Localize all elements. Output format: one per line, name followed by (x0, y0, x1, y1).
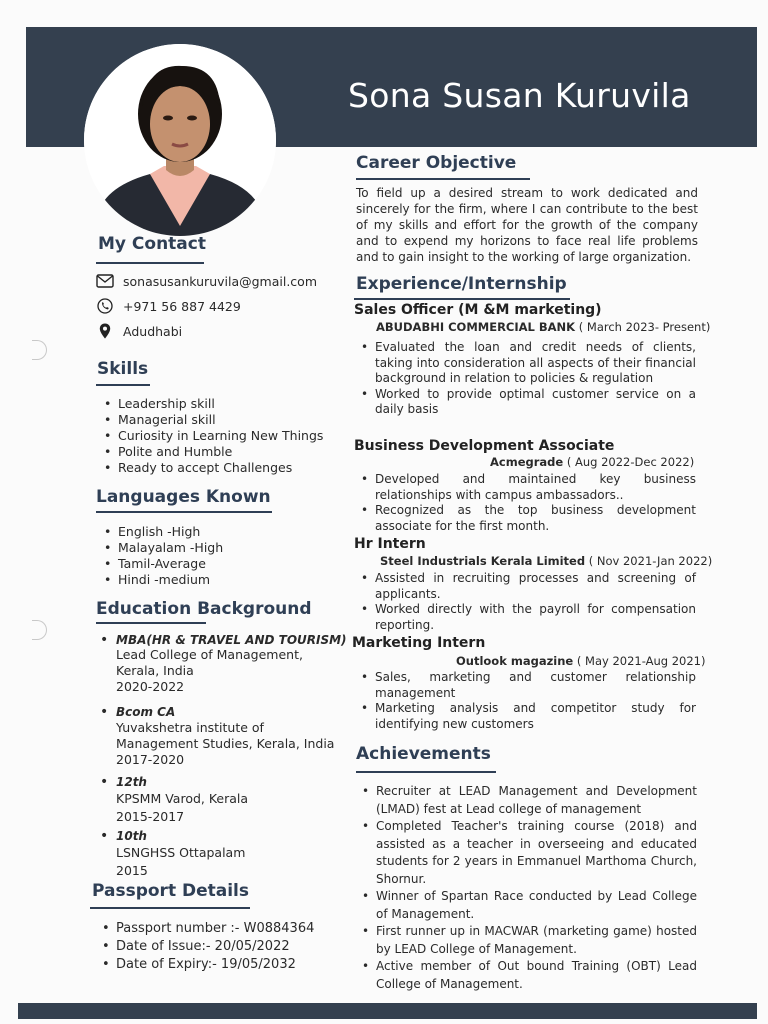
job-bullet: • Sales, marketing and customer relationship management (358, 670, 696, 701)
education-line: 2017-2020 (116, 752, 185, 767)
language-item: • English -High (100, 524, 223, 540)
languages-heading: Languages Known (96, 487, 271, 507)
skills-heading: Skills (97, 359, 149, 379)
job-org: Steel Industrials Kerala Limited (380, 554, 586, 568)
education-line: 2015-2017 (116, 809, 185, 824)
achievement-item: • Winner of Spartan Race conducted by Lead College of Management. (360, 888, 697, 923)
job-bullets (358, 571, 696, 633)
achievements-list (360, 783, 697, 993)
education-heading: Education Background (96, 599, 312, 619)
education-line: Yuvakshetra institute of (116, 720, 264, 735)
heading-underline (96, 262, 204, 264)
heading-underline (90, 907, 250, 909)
education-line: Kerala, India (116, 663, 194, 678)
job-bullet: • Assisted in recruiting processes and screening of applicants. (358, 571, 696, 602)
education-line: 2020-2022 (116, 679, 185, 694)
footer-band (18, 1003, 757, 1019)
job-org-line (490, 455, 694, 469)
skill-item: • Polite and Humble (100, 444, 323, 460)
education-degree: 12th (116, 775, 147, 789)
skill-item: • Leadership skill (100, 396, 323, 412)
skill-item: • Curiosity in Learning New Things (100, 428, 323, 444)
job-bullets (358, 340, 696, 418)
candidate-name: Sona Susan Kuruvila (348, 76, 691, 115)
job-title: Hr Intern (354, 536, 426, 552)
skill-item: • Ready to accept Challenges (100, 460, 323, 476)
achievement-item: • Active member of Out bound Training (OBT) Lead College of Management. (360, 958, 697, 993)
skill-item: • Managerial skill (100, 412, 323, 428)
contact-heading: My Contact (98, 234, 206, 254)
achievement-item: • Recruiter at LEAD Management and Development (LMAD) fest at Lead college of management (360, 783, 697, 818)
job-dates: ( Nov 2021-Jan 2022) (585, 554, 713, 568)
job-bullet: • Worked to provide optimal customer service on a daily basis (358, 387, 696, 418)
achievements-heading: Achievements (356, 744, 491, 764)
job-dates: ( May 2021-Aug 2021) (573, 654, 706, 668)
job-dates: ( March 2023- Present) (575, 320, 711, 334)
job-org: ABUDABHI COMMERCIAL BANK (376, 320, 576, 334)
contact-phone-row (96, 298, 241, 314)
job-bullet: • Worked directly with the payroll for compensation reporting. (358, 602, 696, 633)
heading-underline (96, 384, 150, 386)
heading-underline (356, 771, 496, 773)
job-bullets (358, 670, 696, 732)
job-org-line (380, 554, 712, 568)
education-line: LSNGHSS Ottapalam (116, 845, 246, 860)
punch-hole-mark (32, 620, 47, 640)
language-item: • Hindi -medium (100, 572, 223, 588)
phone-icon (96, 298, 114, 314)
skills-list (100, 396, 323, 476)
passport-item: • Date of Expiry:- 19/05/2032 (98, 956, 314, 974)
profile-photo (84, 44, 276, 236)
envelope-icon (96, 273, 114, 289)
achievement-item: • Completed Teacher's training course (2018) and assisted as a teacher in overseeing and educated students for 2 years in Emmanuel Marthoma Church, Shornur. (360, 818, 697, 888)
education-line: KPSMM Varod, Kerala (116, 791, 249, 806)
job-bullet: • Evaluated the loan and credit needs of clients, taking into consideration all aspects of their financial background in relation to policies & regulation (358, 340, 696, 387)
job-org-line (456, 654, 705, 668)
passport-item: • Passport number :- W0884364 (98, 920, 314, 938)
passport-item: • Date of Issue:- 20/05/2022 (98, 938, 314, 956)
job-org-line (376, 320, 710, 334)
objective-text: To field up a desired stream to work dedicated and sincerely for the firm, where I can contribute to the best of my skills and effort for the growth of the company and to expend my horizons to face real life problems and to gain insight to the working of large organization. (356, 186, 698, 264)
job-dates: ( Aug 2022-Dec 2022) (563, 455, 695, 469)
contact-email-row (96, 273, 317, 289)
education-degree: Bcom CA (116, 705, 176, 719)
job-bullet: • Recognized as the top business development associate for the first month. (358, 503, 696, 534)
heading-underline (356, 178, 530, 180)
contact-location-row (96, 323, 182, 339)
job-bullet: • Developed and maintained key business relationships with campus ambassadors.. (358, 472, 696, 503)
objective-heading: Career Objective (356, 153, 517, 173)
language-item: • Malayalam -High (100, 540, 223, 556)
contact-email: sonasusankuruvila@gmail.com (123, 273, 318, 289)
job-title: Marketing Intern (352, 635, 486, 651)
punch-hole-mark (32, 340, 47, 360)
contact-location: Adudhabi (123, 323, 183, 339)
job-bullet: • Marketing analysis and competitor study for identifying new customers (358, 701, 696, 732)
heading-underline (96, 622, 206, 624)
languages-list (100, 524, 223, 588)
heading-underline (96, 511, 272, 513)
education-degree: 10th (116, 829, 147, 843)
contact-phone: +971 56 887 4429 (123, 298, 241, 314)
location-pin-icon (96, 323, 114, 339)
heading-underline (354, 298, 570, 300)
education-line: Lead College of Management, (116, 647, 303, 662)
job-title: Sales Officer (M &M marketing) (354, 302, 602, 318)
experience-heading: Experience/Internship (356, 274, 567, 294)
job-org: Acmegrade (490, 455, 564, 469)
education-line: 2015 (116, 863, 148, 878)
job-bullets (358, 472, 696, 534)
education-line: Management Studies, Kerala, India (116, 736, 335, 751)
job-title: Business Development Associate (354, 438, 615, 454)
passport-list (98, 920, 314, 974)
job-org: Outlook magazine (456, 654, 574, 668)
education-degree: MBA(HR & TRAVEL AND TOURISM) (116, 633, 347, 647)
language-item: • Tamil-Average (100, 556, 223, 572)
achievement-item: • First runner up in MACWAR (marketing game) hosted by LEAD College of Management. (360, 923, 697, 958)
passport-heading: Passport Details (92, 881, 250, 901)
